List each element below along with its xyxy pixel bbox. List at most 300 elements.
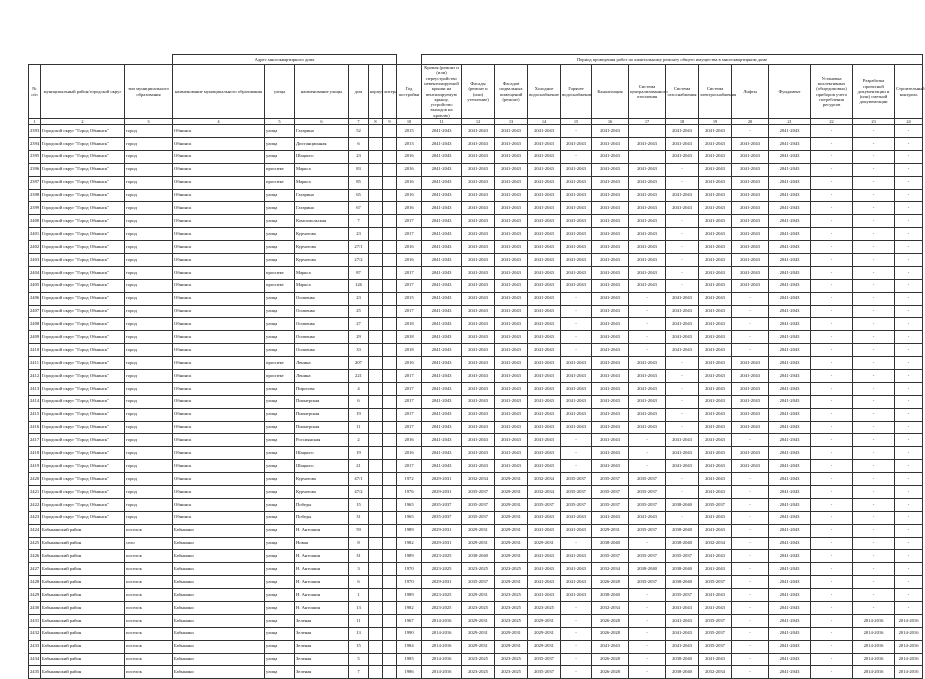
column-header: муниципальный район/городской округ — [41, 65, 125, 119]
table-cell: - — [895, 369, 923, 382]
table-cell: - — [666, 395, 699, 408]
table-cell: Осипенко — [295, 292, 349, 305]
table-cell: - — [732, 653, 769, 666]
table-cell: 2014-2016 — [853, 614, 895, 627]
table-cell: 2041-2043 — [422, 382, 462, 395]
table-cell: 2029-2031 — [495, 627, 528, 640]
table-cell: - — [666, 228, 699, 241]
table-cell: - — [732, 498, 769, 511]
table-cell: 2041-2043 — [561, 202, 592, 215]
table-cell: - — [853, 163, 895, 176]
table-cell: Обнинск — [173, 369, 265, 382]
table-cell: 23 — [349, 228, 369, 241]
table-cell — [369, 498, 383, 511]
table-cell: 2029-2031 — [422, 473, 462, 486]
table-cell — [383, 498, 397, 511]
table-cell: город — [125, 447, 173, 460]
table-cell: 2041-2043 — [422, 150, 462, 163]
table-cell: - — [811, 279, 853, 292]
table-cell: 2395 — [29, 150, 41, 163]
table-cell: 2041-2043 — [422, 137, 462, 150]
table-cell: - — [895, 550, 923, 563]
table-cell: 2041-2043 — [495, 279, 528, 292]
table-cell: 1 — [349, 589, 369, 602]
table-cell: 2041-2043 — [769, 602, 811, 615]
table-row — [29, 137, 923, 150]
table-cell: 2014-2016 — [422, 640, 462, 653]
table-cell: 2023-2025 — [495, 589, 528, 602]
table-cell: - — [895, 189, 923, 202]
table-row — [29, 318, 923, 331]
table-cell: - — [853, 125, 895, 138]
table-cell: Городской округ "Город Обнинск" — [41, 292, 125, 305]
table-cell: 2041-2043 — [769, 176, 811, 189]
table-cell: - — [629, 666, 666, 679]
table-cell: 2041-2043 — [699, 434, 732, 447]
table-cell: - — [629, 305, 666, 318]
table-cell: 2041-2043 — [495, 318, 528, 331]
table-cell: Городской округ "Город Обнинск" — [41, 202, 125, 215]
table-cell — [383, 640, 397, 653]
table-cell: 2041-2043 — [592, 460, 629, 473]
table-cell: 2041-2043 — [528, 511, 561, 524]
table-cell: 2 — [349, 434, 369, 447]
table-cell — [383, 537, 397, 550]
table-cell: 2035-2037 — [699, 627, 732, 640]
table-cell: Бабынинский район — [41, 602, 125, 615]
table-cell: 2018 — [397, 331, 422, 344]
table-cell: 2035-2037 — [699, 576, 732, 589]
table-cell: - — [561, 292, 592, 305]
table-cell: 2023-2025 — [495, 653, 528, 666]
table-cell: 2041-2043 — [422, 228, 462, 241]
table-cell: 2412 — [29, 369, 41, 382]
table-cell: 2041-2043 — [422, 253, 462, 266]
table-cell: 2041-2043 — [561, 369, 592, 382]
table-cell: - — [853, 434, 895, 447]
table-cell: 2026-2028 — [592, 614, 629, 627]
table-cell: Городской округ "Город Обнинск" — [41, 408, 125, 421]
table-cell: 2041-2043 — [528, 215, 561, 228]
table-cell: 2041-2043 — [495, 305, 528, 318]
table-cell — [383, 589, 397, 602]
table-cell: - — [732, 614, 769, 627]
table-cell: 2016 — [397, 189, 422, 202]
table-cell: - — [561, 653, 592, 666]
table-cell: 2041-2043 — [528, 331, 561, 344]
table-cell: город — [125, 318, 173, 331]
table-cell: 2041-2043 — [592, 511, 629, 524]
table-cell: 2016 — [397, 253, 422, 266]
table-cell: 2041-2043 — [732, 382, 769, 395]
table-row — [29, 511, 923, 524]
table-row — [29, 524, 923, 537]
table-cell: 2041-2043 — [769, 253, 811, 266]
table-cell: Обнинск — [173, 395, 265, 408]
table-cell: 2041-2043 — [769, 524, 811, 537]
table-cell: улица — [265, 382, 295, 395]
table-cell: 2041-2043 — [528, 395, 561, 408]
table-cell: 2041-2043 — [699, 589, 732, 602]
table-cell: - — [853, 253, 895, 266]
table-cell: 2041-2043 — [699, 266, 732, 279]
table-cell: Городской округ "Город Обнинск" — [41, 150, 125, 163]
column-header: Канализация — [592, 65, 629, 119]
table-cell: Обнинск — [173, 125, 265, 138]
table-cell: Обнинск — [173, 163, 265, 176]
table-cell: 2041-2043 — [495, 395, 528, 408]
table-cell: 2041-2043 — [592, 382, 629, 395]
table-cell: 2041-2043 — [528, 460, 561, 473]
table-cell: - — [895, 125, 923, 138]
table-cell: - — [853, 279, 895, 292]
table-cell: 2017 — [397, 215, 422, 228]
table-cell: 2041-2043 — [699, 215, 732, 228]
table-cell: - — [561, 331, 592, 344]
table-cell — [383, 627, 397, 640]
table-cell: 2015 — [397, 125, 422, 138]
table-cell — [383, 434, 397, 447]
table-cell: 2041-2043 — [592, 640, 629, 653]
table-cell: поселок — [125, 627, 173, 640]
table-cell: - — [811, 189, 853, 202]
table-cell: 2041-2043 — [629, 228, 666, 241]
table-cell: Бабынинский район — [41, 524, 125, 537]
table-cell: Курчатова — [295, 486, 349, 499]
table-cell: 2041-2043 — [592, 202, 629, 215]
table-cell: улица — [265, 137, 295, 150]
table-cell — [383, 421, 397, 434]
table-cell: 2041-2043 — [666, 189, 699, 202]
table-cell: поселок — [125, 524, 173, 537]
table-cell: - — [811, 460, 853, 473]
table-cell: Городской округ "Город Обнинск" — [41, 357, 125, 370]
table-cell — [383, 511, 397, 524]
table-cell: 2041-2043 — [592, 253, 629, 266]
table-cell: 2016 — [397, 434, 422, 447]
table-cell: Шацкого — [295, 460, 349, 473]
column-number: 24 — [895, 119, 923, 125]
table-cell: 2041-2043 — [769, 292, 811, 305]
table-cell: Новая — [295, 537, 349, 550]
table-cell — [369, 279, 383, 292]
table-cell: 27/1 — [349, 241, 369, 254]
capital-repair-table — [28, 54, 923, 679]
table-cell: - — [853, 382, 895, 395]
table-cell: 2041-2043 — [592, 137, 629, 150]
table-cell — [383, 125, 397, 138]
table-cell — [383, 279, 397, 292]
table-cell: 2032-2034 — [699, 537, 732, 550]
table-cell: 2041-2043 — [528, 176, 561, 189]
table-cell — [369, 640, 383, 653]
table-cell: - — [561, 640, 592, 653]
table-cell: 2041-2043 — [769, 344, 811, 357]
table-cell: - — [895, 511, 923, 524]
table-cell: улица — [265, 395, 295, 408]
table-cell: улица — [265, 241, 295, 254]
table-cell: 207 — [349, 357, 369, 370]
table-cell: 2041-2043 — [528, 563, 561, 576]
table-cell: 2029-2031 — [528, 537, 561, 550]
table-cell: - — [666, 486, 699, 499]
table-cell: - — [666, 279, 699, 292]
table-cell: город — [125, 292, 173, 305]
table-row — [29, 305, 923, 318]
table-cell: Обнинск — [173, 408, 265, 421]
table-cell — [369, 563, 383, 576]
table-cell: улица — [265, 202, 295, 215]
table-cell: 2041-2043 — [422, 305, 462, 318]
table-cell: - — [629, 614, 666, 627]
table-cell: Курчатова — [295, 241, 349, 254]
table-cell — [369, 395, 383, 408]
table-cell: - — [732, 589, 769, 602]
table-cell: Городской округ "Город Обнинск" — [41, 241, 125, 254]
table-cell: 2041-2043 — [699, 305, 732, 318]
table-cell: 2029-2031 — [462, 589, 495, 602]
table-cell: Зеленая — [295, 653, 349, 666]
table-cell — [369, 150, 383, 163]
table-cell — [383, 382, 397, 395]
table-cell: поселок — [125, 576, 173, 589]
table-cell: - — [811, 215, 853, 228]
table-cell: 2408 — [29, 318, 41, 331]
table-cell: 2041-2043 — [422, 357, 462, 370]
table-cell: улица — [265, 189, 295, 202]
table-cell: - — [732, 434, 769, 447]
table-cell: 2041-2043 — [592, 434, 629, 447]
table-cell: 2014-2016 — [895, 640, 923, 653]
table-cell: 2014-2016 — [895, 627, 923, 640]
table-row — [29, 331, 923, 344]
table-cell: - — [732, 576, 769, 589]
table-cell: 2041-2043 — [769, 369, 811, 382]
table-cell: Городской округ "Город Обнинск" — [41, 305, 125, 318]
table-cell: 2041-2043 — [769, 279, 811, 292]
table-cell: 2393 — [29, 125, 41, 138]
table-cell: 2017 — [397, 369, 422, 382]
table-cell: - — [811, 524, 853, 537]
table-cell: Курчатова — [295, 473, 349, 486]
table-cell — [369, 421, 383, 434]
table-cell — [369, 163, 383, 176]
table-cell: - — [811, 666, 853, 679]
table-cell: 2041-2043 — [528, 279, 561, 292]
table-cell: 2041-2043 — [422, 434, 462, 447]
table-cell: 2023-2025 — [528, 602, 561, 615]
table-cell: 2041-2043 — [528, 550, 561, 563]
table-cell: - — [853, 602, 895, 615]
table-row — [29, 150, 923, 163]
table-cell: 2041-2043 — [769, 498, 811, 511]
table-cell: 19 — [349, 447, 369, 460]
table-cell: Бабынинский район — [41, 537, 125, 550]
table-cell: - — [853, 486, 895, 499]
table-cell: - — [853, 137, 895, 150]
table-cell: 2014-2016 — [895, 653, 923, 666]
table-cell: 2041-2043 — [699, 408, 732, 421]
table-cell: - — [732, 550, 769, 563]
table-cell: 2023-2025 — [495, 614, 528, 627]
table-cell: - — [666, 163, 699, 176]
table-cell: 2041-2043 — [592, 421, 629, 434]
table-cell: 2029-2031 — [422, 576, 462, 589]
table-cell: Дистанционная — [295, 137, 349, 150]
table-cell — [369, 511, 383, 524]
table-cell: 2041-2043 — [666, 202, 699, 215]
table-cell: 2041-2043 — [699, 253, 732, 266]
table-cell: - — [629, 602, 666, 615]
table-cell: 2041-2043 — [699, 460, 732, 473]
table-cell: 2410 — [29, 344, 41, 357]
table-cell: Обнинск — [173, 382, 265, 395]
table-cell: улица — [265, 602, 295, 615]
table-cell: Городской округ "Город Обнинск" — [41, 176, 125, 189]
column-header: Холодное водоснабжение — [528, 65, 561, 119]
table-cell: проспект — [265, 357, 295, 370]
table-cell: 2035-2037 — [422, 498, 462, 511]
table-cell: 2041-2043 — [592, 125, 629, 138]
table-cell: Обнинск — [173, 511, 265, 524]
column-header: тип муниципального образования — [125, 65, 173, 119]
table-cell: 2029-2031 — [462, 524, 495, 537]
table-cell: 23 — [349, 292, 369, 305]
column-number: 18 — [666, 119, 699, 125]
table-cell: 2041-2043 — [528, 266, 561, 279]
table-cell: 2423 — [29, 511, 41, 524]
table-cell: улица — [265, 537, 295, 550]
table-cell: 2029-2031 — [462, 627, 495, 640]
table-cell: 2041-2043 — [769, 215, 811, 228]
table-cell: 2041-2043 — [422, 125, 462, 138]
table-cell: 2035-2037 — [666, 589, 699, 602]
table-cell — [383, 241, 397, 254]
table-cell: 1982 — [397, 602, 422, 615]
table-cell: - — [561, 627, 592, 640]
table-cell: Зеленая — [295, 640, 349, 653]
column-header: улица — [265, 65, 295, 119]
table-cell: 2014-2016 — [422, 653, 462, 666]
table-cell: 2041-2043 — [732, 137, 769, 150]
table-cell: 2041-2043 — [462, 305, 495, 318]
table-cell: улица — [265, 305, 295, 318]
table-cell: 1976 — [397, 486, 422, 499]
table-cell: 2041-2043 — [561, 576, 592, 589]
table-cell: Городской округ "Город Обнинск" — [41, 253, 125, 266]
table-cell: 2041-2043 — [666, 614, 699, 627]
table-cell — [383, 331, 397, 344]
table-cell: 2041-2043 — [528, 305, 561, 318]
column-header: Лифты — [732, 65, 769, 119]
table-row — [29, 563, 923, 576]
table-cell: 2032-2034 — [699, 666, 732, 679]
table-cell — [383, 344, 397, 357]
table-cell: - — [629, 331, 666, 344]
table-cell: 2041-2043 — [528, 125, 561, 138]
table-cell: - — [811, 498, 853, 511]
table-cell: Бабынино — [173, 576, 265, 589]
table-cell — [369, 550, 383, 563]
table-cell: 2041-2043 — [422, 241, 462, 254]
table-cell: Городской округ "Город Обнинск" — [41, 369, 125, 382]
table-cell: Маркса — [295, 266, 349, 279]
table-cell: 2035-2037 — [528, 666, 561, 679]
table-cell: - — [732, 524, 769, 537]
table-cell: 59 — [349, 524, 369, 537]
table-cell: - — [895, 215, 923, 228]
table-cell: проспект — [265, 176, 295, 189]
table-cell: - — [853, 228, 895, 241]
table-cell: 2041-2043 — [561, 511, 592, 524]
table-cell: улица — [265, 318, 295, 331]
table-cell: 2041-2043 — [561, 279, 592, 292]
table-cell: - — [853, 550, 895, 563]
table-cell: Осипенко — [295, 344, 349, 357]
table-cell: Обнинск — [173, 318, 265, 331]
table-cell: 47/1 — [349, 473, 369, 486]
table-cell: Зеленая — [295, 627, 349, 640]
table-cell: 2041-2043 — [769, 331, 811, 344]
table-cell: 2041-2043 — [699, 331, 732, 344]
table-cell: Городской округ "Город Обнинск" — [41, 279, 125, 292]
table-cell: Бабынинский район — [41, 627, 125, 640]
table-cell: город — [125, 266, 173, 279]
table-cell: 2041-2043 — [561, 163, 592, 176]
table-cell: 2041-2043 — [495, 369, 528, 382]
table-cell: 2016 — [397, 241, 422, 254]
table-row — [29, 176, 923, 189]
table-cell: 2017 — [397, 266, 422, 279]
table-cell: улица — [265, 498, 295, 511]
table-cell: 31 — [349, 511, 369, 524]
table-cell: 13 — [349, 627, 369, 640]
table-cell: 2041-2043 — [769, 395, 811, 408]
table-cell: 2041-2043 — [666, 125, 699, 138]
column-header: Горячее водоснабжение — [561, 65, 592, 119]
table-cell: 2035-2037 — [629, 576, 666, 589]
table-cell: - — [895, 344, 923, 357]
table-cell: 2398 — [29, 189, 41, 202]
table-row — [29, 498, 923, 511]
table-cell: - — [629, 292, 666, 305]
table-cell: 2026-2028 — [592, 666, 629, 679]
table-cell: Обнинск — [173, 292, 265, 305]
table-cell — [383, 576, 397, 589]
column-number: 11 — [422, 119, 462, 125]
table-cell: улица — [265, 524, 295, 537]
table-row — [29, 241, 923, 254]
table-cell: город — [125, 228, 173, 241]
table-cell: - — [811, 395, 853, 408]
table-cell: Гагарина — [295, 189, 349, 202]
table-cell: 1989 — [397, 524, 422, 537]
table-cell: 2041-2043 — [462, 241, 495, 254]
table-cell: 2041-2043 — [769, 318, 811, 331]
table-cell: 2041-2043 — [561, 215, 592, 228]
table-cell: 2041-2043 — [462, 369, 495, 382]
table-cell: Пионерская — [295, 421, 349, 434]
table-cell: Бабынинский район — [41, 576, 125, 589]
column-number: 17 — [629, 119, 666, 125]
table-cell: 2404 — [29, 266, 41, 279]
column-header: Система электроснабжения — [699, 65, 732, 119]
column-header: Кровля (ремонт и (или) переустройство невентилируемой крыши на вентилируемую крышу, устройство выходов на кровлю) — [422, 65, 462, 119]
table-cell: - — [811, 408, 853, 421]
table-cell: 2041-2043 — [769, 163, 811, 176]
table-cell: 2018 — [397, 344, 422, 357]
table-cell: 2038-2040 — [666, 537, 699, 550]
